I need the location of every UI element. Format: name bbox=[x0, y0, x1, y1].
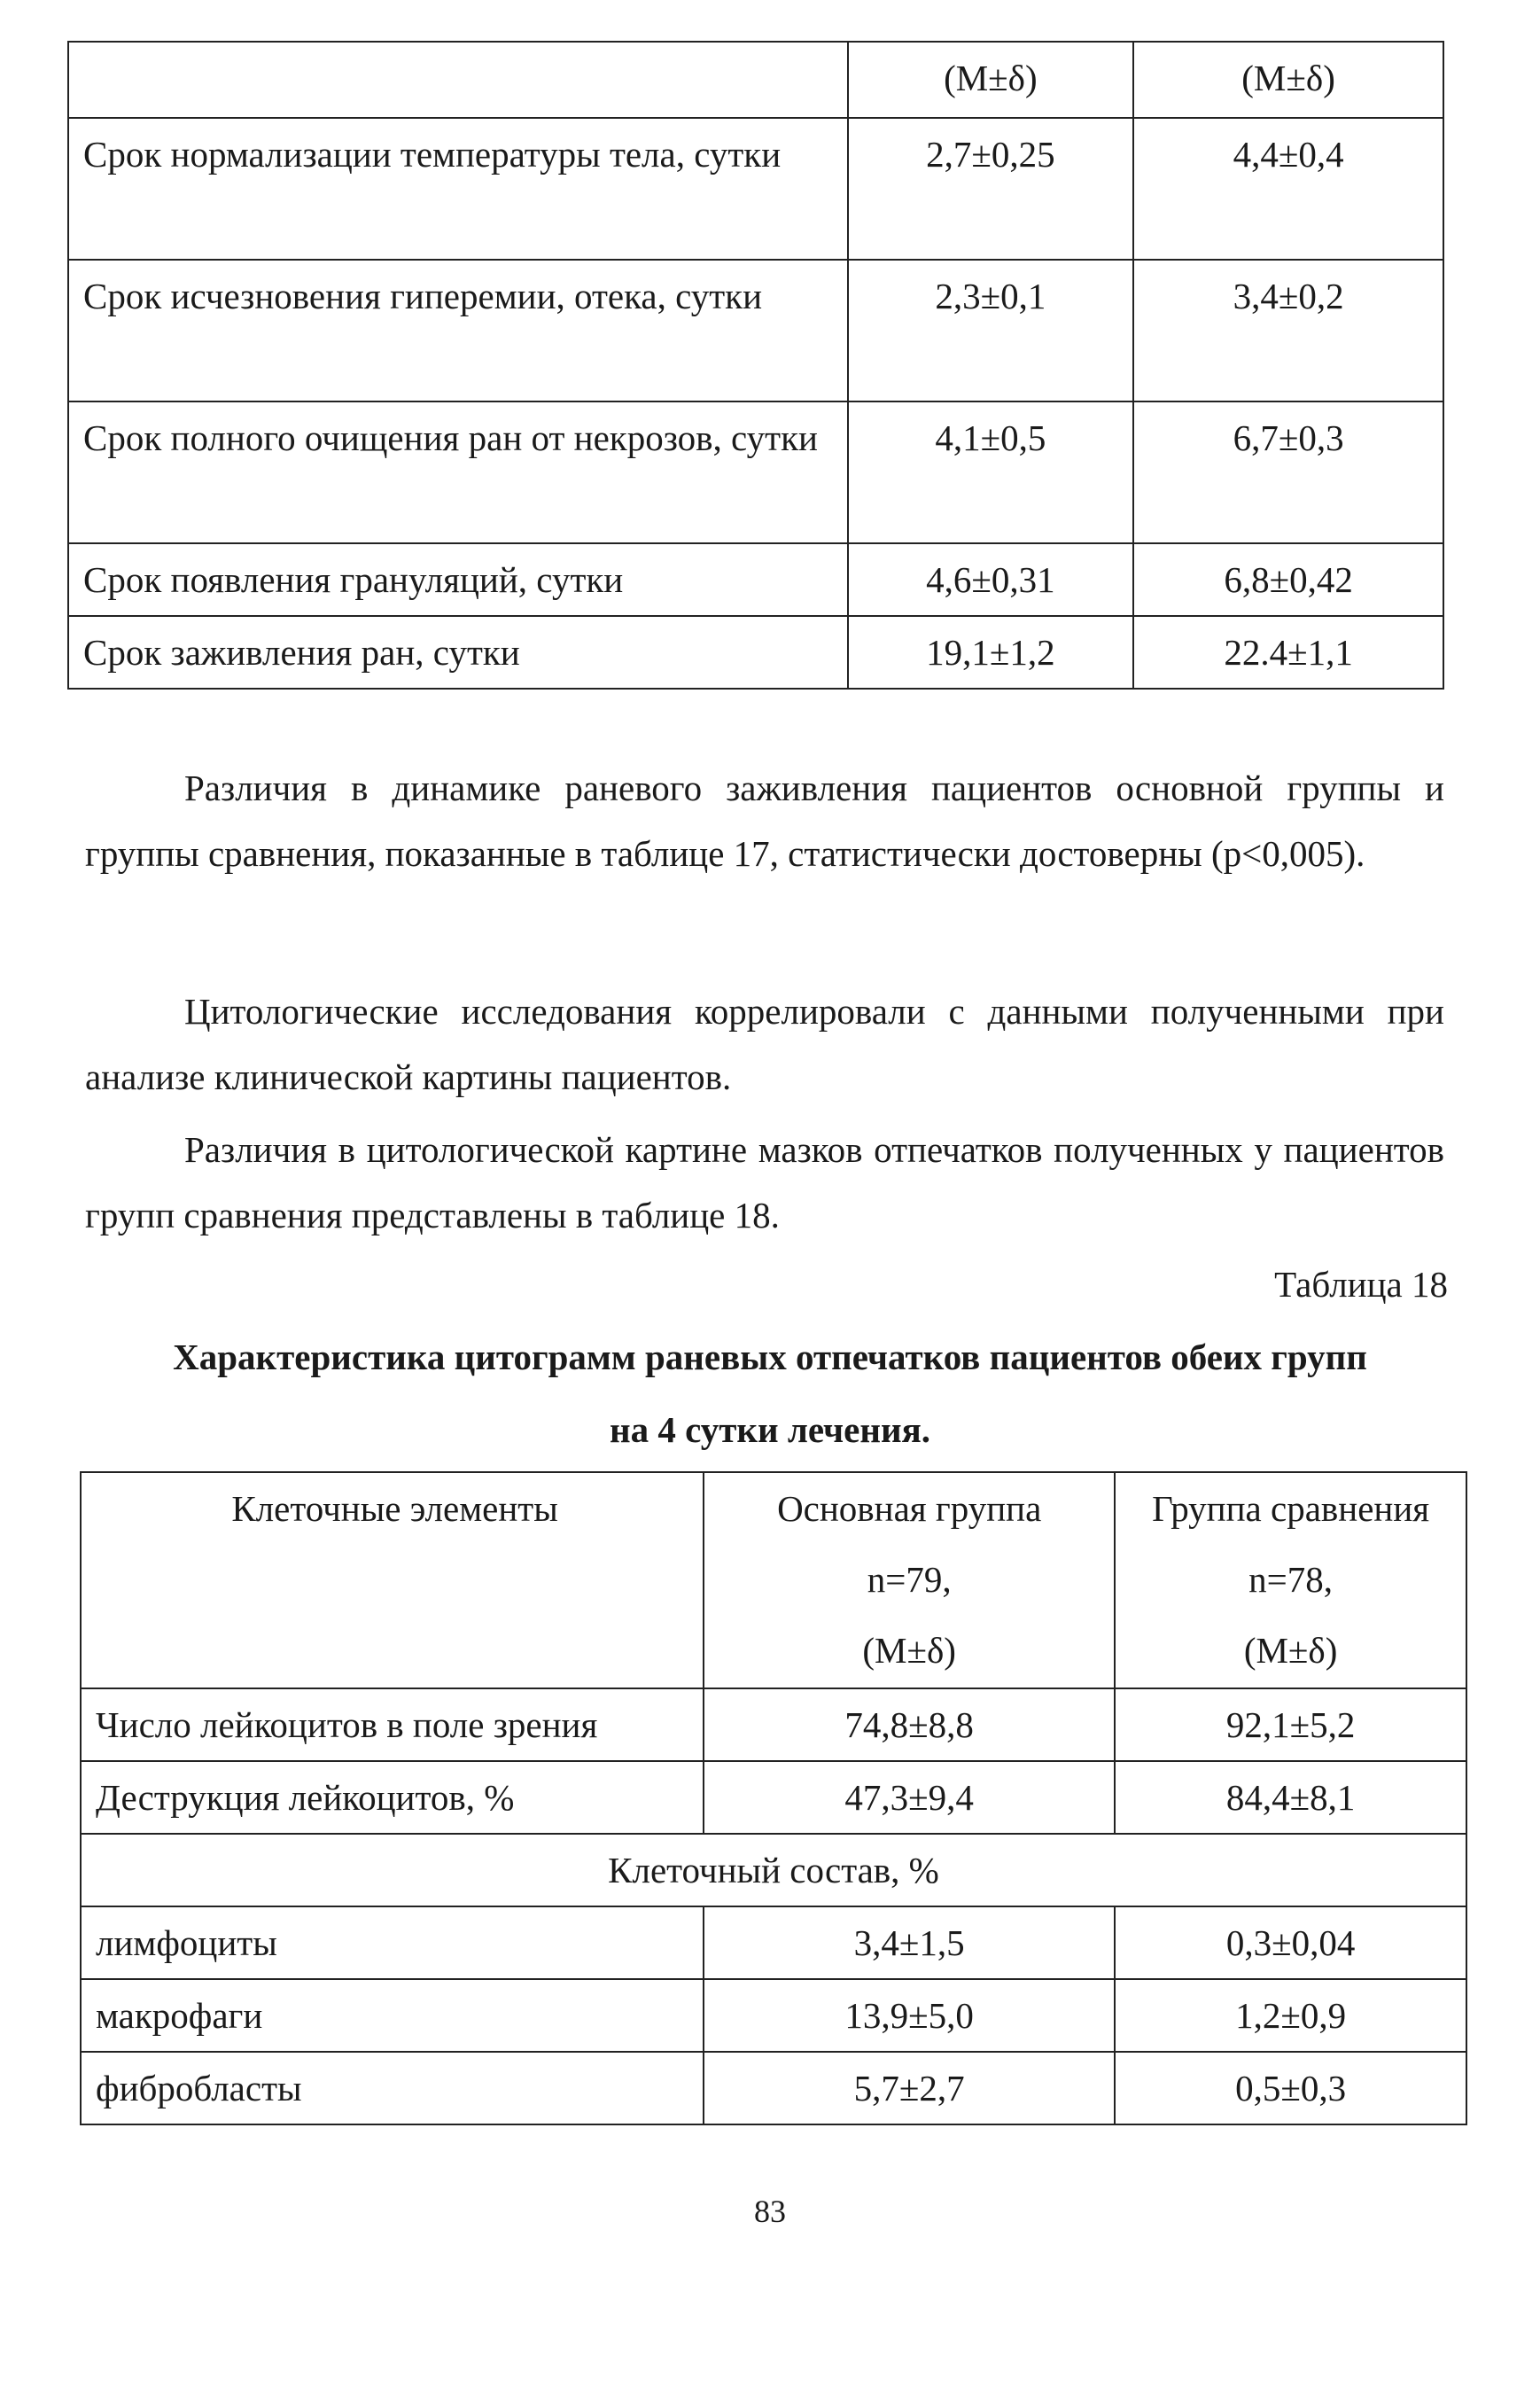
table-row bbox=[68, 260, 1443, 401]
row-compare-value: 22.4±1,1 bbox=[1133, 616, 1443, 689]
table-row bbox=[68, 616, 1443, 689]
row-main-value: 2,7±0,25 bbox=[848, 118, 1134, 260]
row-label: Срок заживления ран, сутки bbox=[68, 616, 848, 689]
table-header-row bbox=[81, 1472, 1466, 1688]
header-cell-empty bbox=[68, 42, 848, 118]
table-row bbox=[68, 401, 1443, 543]
row-main-value: 13,9±5,0 bbox=[704, 1979, 1115, 2052]
table-row bbox=[81, 1688, 1466, 1761]
row-label: Число лейкоцитов в поле зрения bbox=[81, 1688, 704, 1761]
row-label: Срок полного очищения ран от некрозов, сутки bbox=[68, 401, 848, 543]
row-label: Деструкция лейкоцитов, % bbox=[81, 1761, 704, 1834]
row-main-value: 3,4±1,5 bbox=[704, 1906, 1115, 1979]
section-label: Клеточный состав, % bbox=[81, 1834, 1466, 1906]
header-group-name: Основная группа bbox=[777, 1488, 1042, 1529]
row-main-value: 2,3±0,1 bbox=[848, 260, 1134, 401]
table-18 bbox=[80, 1471, 1467, 2125]
header-cell-compare-group bbox=[1115, 1472, 1466, 1688]
row-main-value: 4,6±0,31 bbox=[848, 543, 1134, 616]
table-row bbox=[68, 543, 1443, 616]
header-group-n: n=78, bbox=[1248, 1559, 1334, 1600]
table-row bbox=[81, 1761, 1466, 1834]
row-main-value: 19,1±1,2 bbox=[848, 616, 1134, 689]
table-caption-line-2: на 4 сутки лечения. bbox=[609, 1409, 931, 1450]
table-row bbox=[81, 2052, 1466, 2124]
header-cell-main: (M±δ) bbox=[848, 42, 1134, 118]
row-label: Срок нормализации температуры тела, сутки bbox=[68, 118, 848, 260]
table-section-row bbox=[81, 1834, 1466, 1906]
paragraph-cytology: Цитологические исследования коррелировали с данными полученными при анализе клинической картины пациентов. bbox=[85, 991, 1444, 1097]
page-number: 83 bbox=[754, 2194, 786, 2229]
row-label: фибробласты bbox=[81, 2052, 704, 2124]
header-group-name: Группа сравнения bbox=[1152, 1488, 1430, 1529]
header-cell-compare: (M±δ) bbox=[1133, 42, 1443, 118]
row-label: макрофаги bbox=[81, 1979, 704, 2052]
row-main-value: 74,8±8,8 bbox=[704, 1688, 1115, 1761]
row-label: лимфоциты bbox=[81, 1906, 704, 1979]
row-label: Срок появления грануляций, сутки bbox=[68, 543, 848, 616]
row-label: Срок исчезновения гиперемии, отека, сутки bbox=[68, 260, 848, 401]
row-compare-value: 4,4±0,4 bbox=[1133, 118, 1443, 260]
header-group-stat: (M±δ) bbox=[1243, 1630, 1338, 1671]
header-cell-main-group bbox=[704, 1472, 1115, 1688]
table-row bbox=[81, 1979, 1466, 2052]
row-compare-value: 6,7±0,3 bbox=[1133, 401, 1443, 543]
table-caption bbox=[85, 1321, 1455, 1466]
table-number: Таблица 18 bbox=[1274, 1264, 1448, 1305]
header-group-stat: (M±δ) bbox=[862, 1630, 956, 1671]
row-main-value: 4,1±0,5 bbox=[848, 401, 1134, 543]
row-compare-value: 0,5±0,3 bbox=[1115, 2052, 1466, 2124]
table-header-row bbox=[68, 42, 1443, 118]
row-main-value: 5,7±2,7 bbox=[704, 2052, 1115, 2124]
table-caption-line-1: Характеристика цитограмм раневых отпечатков пациентов обеих групп bbox=[173, 1337, 1367, 1377]
row-compare-value: 6,8±0,42 bbox=[1133, 543, 1443, 616]
table-17 bbox=[67, 41, 1444, 690]
row-compare-value: 1,2±0,9 bbox=[1115, 1979, 1466, 2052]
paragraph-table-reference: Различия в цитологической картине мазков отпечатков полученных у пациентов групп сравнения представлены в таблице 18. bbox=[85, 1129, 1444, 1235]
header-group-n: n=79, bbox=[867, 1559, 952, 1600]
row-compare-value: 0,3±0,04 bbox=[1115, 1906, 1466, 1979]
table-row bbox=[81, 1906, 1466, 1979]
header-cell-elements: Клеточные элементы bbox=[81, 1472, 704, 1688]
row-compare-value: 3,4±0,2 bbox=[1133, 260, 1443, 401]
table-row bbox=[68, 118, 1443, 260]
row-main-value: 47,3±9,4 bbox=[704, 1761, 1115, 1834]
paragraph-significance: Различия в динамике раневого заживления пациентов основной группы и группы сравнения, показанные в таблице 17, статистически достоверны (p<0,005). bbox=[85, 768, 1444, 874]
row-compare-value: 92,1±5,2 bbox=[1115, 1688, 1466, 1761]
row-compare-value: 84,4±8,1 bbox=[1115, 1761, 1466, 1834]
